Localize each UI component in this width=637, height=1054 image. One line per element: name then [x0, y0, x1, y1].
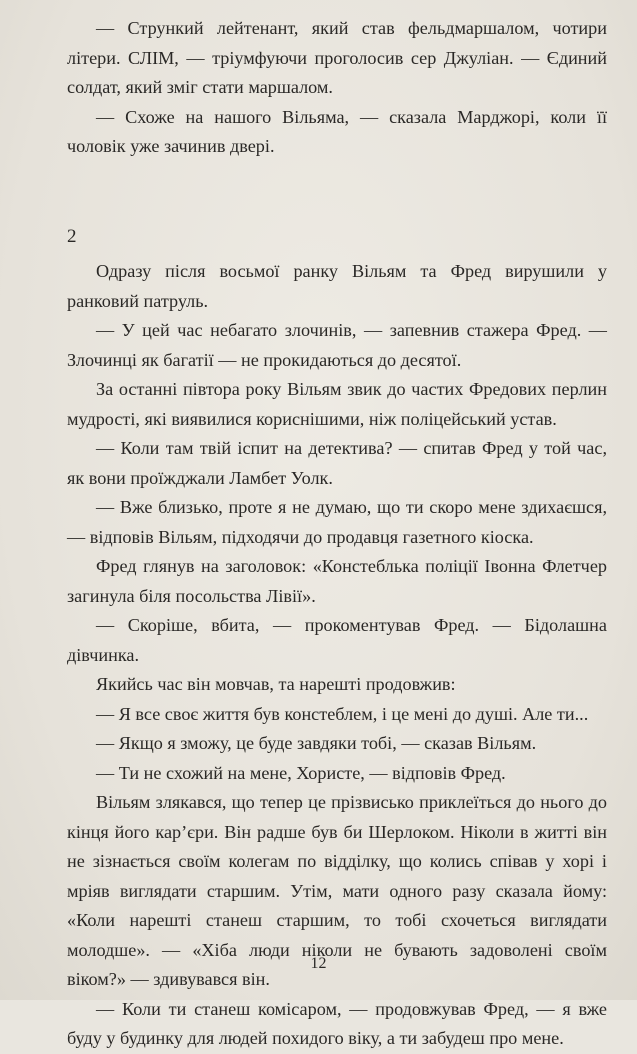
paragraph: Вільям злякався, що тепер це прізвисько приклеїться до нього до кінця його кар’єри. Він радше був би Шерлоком. Ніколи в житті він не зізнається своїм колегам по відділку, що колись співав у хорі і мріяв виглядати старшим. Утім, мати одного разу сказала йому: «Коли нарешті станеш старшим, то тобі схочеться виглядати молодше». — «Хіба люди ніколи не бувають задоволені своїм віком?» — здивувався він.: [67, 792, 607, 989]
chapter-number: 2: [67, 225, 77, 247]
paragraph: — Скоріше, вбита, — прокоментував Фред. — Бідолашна дівчинка.: [67, 615, 607, 665]
paragraph: — Якщо я зможу, це буде завдяки тобі, — сказав Вільям.: [96, 733, 537, 753]
page-body: [67, 14, 607, 1054]
paragraph: — Схоже на нашого Вільяма, — сказала Марджорі, коли її чоловік уже зачинив двері.: [67, 106, 607, 156]
paragraph: — Коли там твій іспит на детектива? — спитав Фред у той час, як вони проїжджали Ламбет Уолк.: [67, 438, 607, 488]
paragraph: За останні півтора року Вільям звик до частих Фредових перлин мудрості, які виявилися кориснішими, ніж поліцейський устав.: [67, 379, 607, 429]
page-number: 12: [310, 955, 327, 972]
paragraph: Якийсь час він мовчав, та нарешті продовжив:: [96, 674, 456, 694]
paragraph: — У цей час небагато злочинів, — запевнив стажера Фред. — Злочинці як багатії — не прокидаються до десятої.: [67, 320, 607, 370]
paragraph: Одразу після восьмої ранку Вільям та Фред вирушили у ранковий патруль.: [67, 261, 607, 311]
paragraph: — Вже близько, проте я не думаю, що ти скоро мене здихаєшся, — відповів Вільям, підходячи до продавця газетного кіоска.: [67, 497, 607, 547]
paragraph: — Ти не схожий на мене, Хористе, — відповів Фред.: [96, 762, 506, 783]
paragraph: — Коли ти станеш комісаром, — продовжував Фред, — я вже буду у будинку для людей похидого віку, а ти забудеш про мене.: [67, 998, 607, 1048]
paragraph: — Стрункий лейтенант, який став фельдмаршалом, чотири літери. СЛІМ, — тріумфуючи проголосив сер Джуліан. — Єдиний солдат, який зміг стати маршалом.: [67, 18, 607, 97]
paragraph: Фред глянув на заголовок: «Констеблька поліції Івонна Флетчер загинула біля посольства Лівії».: [67, 556, 607, 606]
paragraph: — Я все своє життя був констеблем, і це мені до душі. Але ти...: [96, 703, 589, 724]
